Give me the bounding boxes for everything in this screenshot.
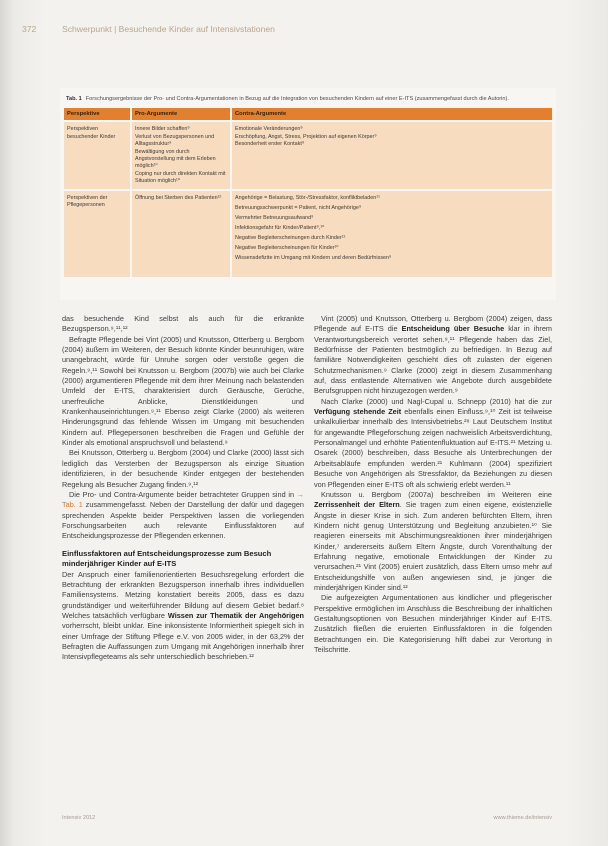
page-number: 372 [22,24,37,34]
paragraph-text: Nach Clarke (2000) und Nagl-Cupal u. Schnepp (2010) hat die zur [321,396,552,406]
pro-argument: Innere Bilder schaffen⁹ [135,126,190,133]
contra-argument: Betreuungsschwerpunkt = Patient, nicht Angehörige⁹ [235,204,362,211]
bold-term: Wissen zur Thematik der Angehörigen [167,610,304,620]
paragraph-text: Die Pro- und Contra-Argumente beider betrachteter Gruppen sind in [69,489,297,499]
paragraph: Befragte Pflegende bei Vint (2005) und Knutsson, Otterberg u. Bergbom (2004) äußern im Weiteren, der Besuch könnte Kinder beunruhigen, wäre unangebracht, würde für Unruhe sorgen oder verstoße gegen die Regeln.⁹,¹¹ Sowohl bei Knutsson u. Bergbom (2007b) wie auch bei Clarke (2000) argumentieren Pflegende mit dem ihrer Meinung nach belastenden Umfeld der E-ITS, charakterisiert durch Geräusche, Gerüche, unerfreuliche Anblicke, Dienstkleidungen und Krankenhauseinrichtungen.⁹,¹¹ Ebenso zeigt Clarke (2000) als weiteren Hinderungsgrund das fehlende Wissen im Umgang mit besuchenden Kindern auf. Pflegepersonen beschreiben die Fragen und Gefühle der Kinder als emotional anspruchsvoll und belastend.⁹ [62,334,304,448]
contra-argument: Besonderheit erster Kontakt⁹ [235,141,305,148]
paragraph-text: ebenfalls einen Einfluss.⁹,¹⁰ Zeit ist teilweise unkalkulierbar innerhalb des Intensivbetriebs.²⁸ Laut Deutschem Institut für angewandte Pflegeforschung zeigen nachweislich Arbeitsverdichtung, Personalmangel und erhöhte Patientenfluktuation auf E-ITS.²¹ Metzing u. Osarek (2000) beschreiben, dass Besuche als Unterbrechungen der Arbeitsabläufe empfunden werden.²¹ Kuhlmann (2004) spezifiziert Besuche von Angehörigen als Stressfaktor, da Beziehungen zu diesen von Pflegenden einer E-ITS oft als schwierig erlebt werden.¹¹ [314,407,552,489]
contra-argument: Infektionsgefahr für Kinder/Patient⁹,¹⁰ [235,224,325,231]
paragraph [62,490,304,542]
section-heading: Einflussfaktoren auf Entscheidungsprozesse zum Besuch minderjähriger Kinder auf E-ITS [62,548,272,568]
paragraph: Bei Knutsson, Otterberg u. Bergbom (2004) und Clarke (2000) lässt sich lediglich das Versterben der Bezugsperson als einzige Situation identifizieren, in der besuchende Kinder entgegen der bestehenden Regelung als Besucher Zugang finden.⁹,¹² [62,448,304,489]
table-box [60,88,556,300]
left-text-column [62,314,304,663]
paragraph-text: Knutsson u. Bergbom (2007a) beschreiben im Weiteren eine [321,489,552,499]
paragraph [314,314,552,397]
column-header-perspective: Perspektive [64,108,130,120]
contra-argument: Wissensdefizite im Umgang mit Kindern und deren Bedürfnissen⁹ [235,254,392,261]
paragraph-text: zusammengefasst. Neben der Darstellung der dafür und dagegen sprechenden Aspekte beider Perspektiven lassen die vorliegenden Forschungsarbeiten auch relevante Einflussfaktoren auf Entscheidungsprozesse der Pflegenden erkennen. [62,500,304,541]
perspective-cell [64,191,130,277]
table-header-row [64,108,552,120]
perspective-label: Perspektiven der Pflegepersonen [67,194,108,209]
contra-argument: Negative Begleiterscheinungen für Kinder¹⁰ [235,244,339,251]
pro-cell [132,191,230,277]
contra-argument: Vermehrter Betreuungsaufwand⁹ [235,214,314,221]
paragraph-text: Vint (2005) und Knutsson, Otterberg u. Bergbom (2004) zeigen, dass Pflegende auf E-ITS die [314,314,552,334]
bold-term: Verfügung stehende Zeit [314,407,402,417]
footer-journal: Intensiv 2012 [62,815,96,821]
pro-argument: Verlust von Bezugspersonen und Alltagsstruktur⁹ [135,133,215,148]
paragraph: das besuchende Kind selbst als auch für die erkrankte Bezugsperson.⁹,¹¹,¹² [62,314,304,334]
perspective-label: Perspektiven besuchender Kinder [67,126,116,140]
pro-cell [132,122,230,188]
paragraph [62,570,304,663]
table-caption-text: Forschungsergebnisse der Pro- und Contra-Argumentationen in Bezug auf die Integration von besuchenden Kindern auf einer E-ITS (zusammengefasst durch die Autorin). [85,96,509,102]
contra-argument: Erschöpfung, Angst, Stress, Projektion auf eigenen Körper⁹ [235,133,377,140]
paragraph-text: klar in ihrem Verantwortungsbereich verortet sehen.⁹,¹¹ Pflegende haben das Ziel, Bedürfnisse der Patienten bestmöglich zu befriedigen. In Bezug auf familiäre Notwendigkeiten geschieht dies oft zulasten der eigenen Schutzmechanismen.⁹ Clarke (2000) zeigt in diesem Zusammenhang auf, dass entlastende Alternativen wie Angebote durch ausgebildete Berufsgruppen nicht hinzugezogen werden.⁹ [314,324,552,396]
paragraph [314,397,552,490]
table-row [64,191,552,277]
pro-argument: Coping nur durch direkten Kontakt mit Situation möglich¹⁰ [135,170,226,185]
paragraph [314,490,552,593]
paragraph-text: . Sie tragen zum einen eigene, existenzielle Ängste in dieser Krise in sich. Zum anderen befürchten Eltern, ihren Kindern nicht genug Unterstützung und Begleitung anzubieten.¹⁰ Sie reagieren einerseits mit Abschirmungsreaktionen ihrer minderjährigen Kinder,⁷ andererseits äußern Eltern Ängste, durch Vorenthaltung der Erfahrung negative, emotionale Entwicklungen der Kinder zu verursachen.²¹ Vint (2005) eruiert zusätzlich, dass Eltern umso mehr auf Entscheidungshilfe von außen angewiesen sind, je jünger die minderjährigen Kinder sind.¹² [314,500,552,592]
pro-argument: Öffnung bei Sterben des Patienten¹² [135,194,222,201]
bold-term: Zerrissenheit der Eltern [314,500,400,510]
table-caption [64,96,552,103]
contra-argument: Negative Begleiterscheinungen durch Kinder¹² [235,234,346,241]
table-label: Tab. 1 [66,96,82,102]
pro-argument: Bewältigung von durch Angstvorstellung mit dem Erleben möglich¹⁰ [135,148,216,170]
column-header-pro: Pro-Argumente [132,108,230,120]
section-title: Schwerpunkt | Besuchende Kinder auf Intensivstationen [62,24,275,34]
contra-argument: Emotionale Veränderungen⁹ [235,126,303,133]
right-text-column [314,314,552,655]
perspective-cell [64,122,130,188]
bold-term: Entscheidung über Besuche [401,324,505,334]
contra-cell [232,191,552,277]
paragraph-text: vorherrscht, bleibt unklar. Eine inkonsistente Informiertheit spiegelt sich in einer Umfrage der Stiftung Pflege e.V. von 2005 wider, in der 63,2% der Befragten die Auffassungen zum Umgang mit Angehörigen innerhalb ihrer Intensivpflegeteams als sehr unterschiedlich beschrieben.¹² [62,621,304,662]
table-row [64,122,552,188]
table-reference: → Tab. 1 [62,489,304,510]
footer-url: www.thieme.de/intensiv [493,815,552,821]
contra-cell [232,122,552,188]
paragraph-text: Der Anspruch einer familienorientierten Besuchsregelung erfordert die Betrachtung der erkrankten Bezugsperson innerhalb ihres individuellen Familiensystems. Metzing konstatiert bereits 2005, dass es dazu grundständiger und weiterführender Bildung auf diesem Gebiet bedarf.⁸ Welches tatsächlich verfügbare [62,569,304,620]
contra-argument: Angehörige = Belastung, Stör-/Stressfaktor, konfliktbeladen¹¹ [235,194,380,201]
column-header-contra: Contra-Argumente [232,108,552,120]
running-head [22,24,275,34]
paragraph: Die aufgezeigten Argumentationen aus kindlicher und pflegerischer Perspektive ermöglichen im Anschluss die Beschreibung der inhaltlichen Gestaltungsoptionen von Besuchen minderjähriger Kinder auf E-ITS. Zusätzlich fließen die eruierten Einflussfaktoren in die folgenden Betrachtungen ein. Die Kategorisierung hilft dabei zur Verortung in Teilschritte. [314,593,552,654]
